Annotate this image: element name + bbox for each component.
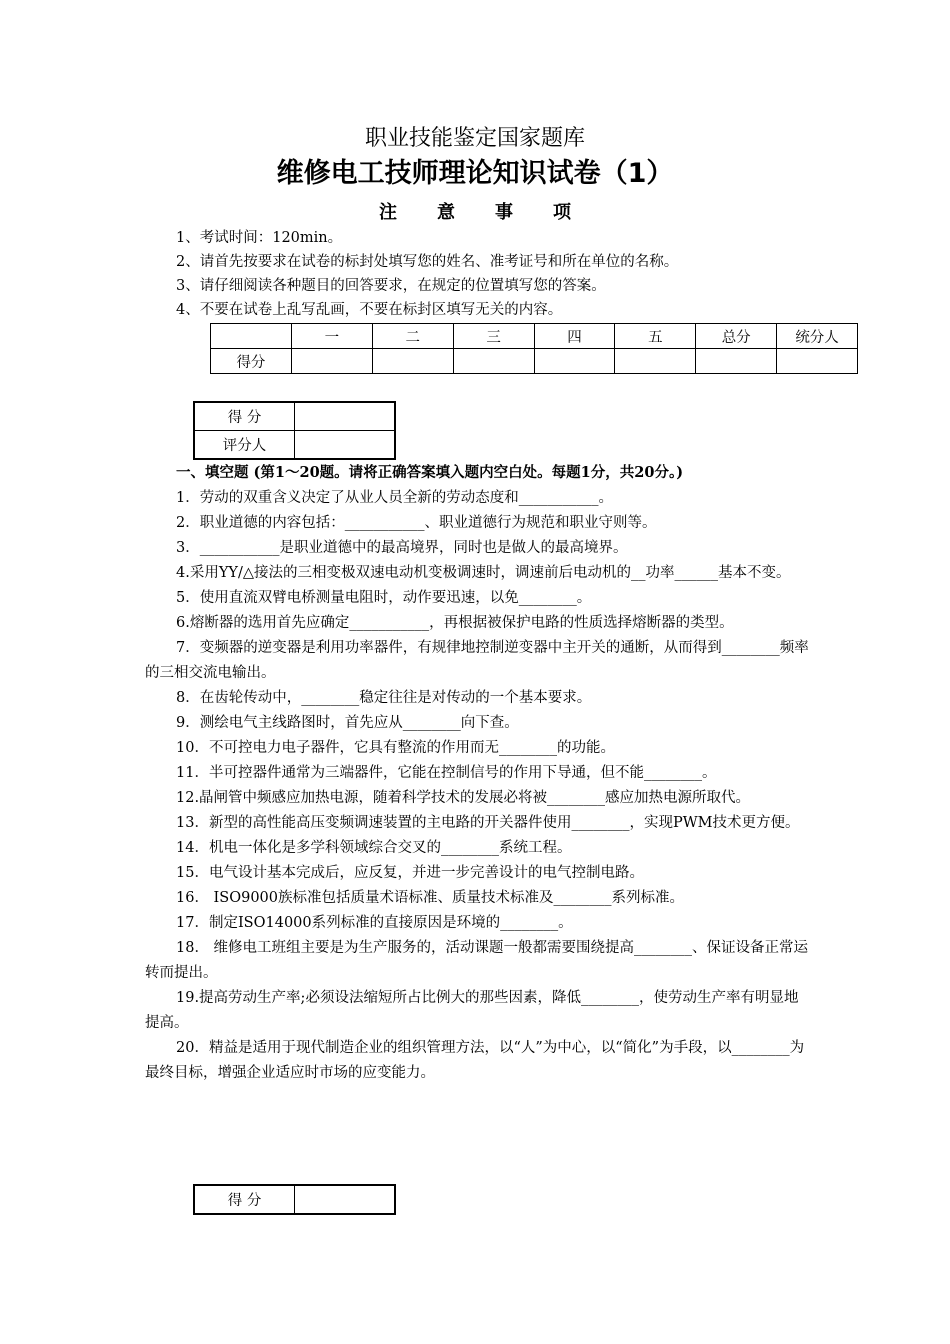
exam-title: 维修电工技师理论知识试卷（1） bbox=[276, 158, 674, 189]
question-item: 2．职业道德的内容包括：___________、职业道德行为规范和职业守则等。 bbox=[176, 515, 657, 531]
header-line1: 职业技能鉴定国家题库 bbox=[364, 126, 585, 151]
grader-box bbox=[193, 401, 396, 460]
score-table-header-row bbox=[211, 324, 858, 349]
score-cell[interactable] bbox=[696, 349, 777, 374]
score-header-cell: 二 bbox=[372, 324, 453, 349]
note-4: 4、不要在试卷上乱写乱画，不要在标封区填写无关的内容。 bbox=[176, 302, 563, 318]
question-item: 18． 维修电工班组主要是为生产服务的，活动课题一般都需要围绕提高________、保证设备正常运转而提出。 bbox=[145, 940, 809, 981]
question-item: 4.采用YY/△接法的三相变极双速电动机变极调速时，调速前后电动机的__功率______基本不变。 bbox=[176, 565, 791, 581]
question-item: 12.晶闸管中频感应加热电源，随着科学技术的发展必将被________感应加热电源所取代。 bbox=[176, 790, 751, 806]
score-header-cell: 一 bbox=[291, 324, 372, 349]
question-item: 3．___________是职业道德中的最高境界，同时也是做人的最高境界。 bbox=[176, 540, 628, 556]
score-label: 得 分 bbox=[194, 402, 295, 431]
question-item: 8．在齿轮传动中，________稳定往往是对传动的一个基本要求。 bbox=[176, 690, 592, 706]
score-cell[interactable] bbox=[534, 349, 615, 374]
score-row-label: 得分 bbox=[211, 349, 292, 374]
score-cell[interactable] bbox=[453, 349, 534, 374]
notes-heading: 注意事项 bbox=[379, 202, 611, 223]
question-item: 6.熔断器的选用首先应确定___________，再根据被保护电路的性质选择熔断器的类型。 bbox=[176, 615, 734, 631]
question-item: 7．变频器的逆变器是利用功率器件，有规律地控制逆变器中主开关的通断，从而得到________频率的三相交流电输出。 bbox=[145, 640, 809, 681]
score-table bbox=[210, 323, 858, 374]
question-item: 9．测绘电气主线路图时，首先应从________向下查。 bbox=[176, 715, 519, 731]
question-item: 11．半可控器件通常为三端器件，它能在控制信号的作用下导通，但不能________。 bbox=[176, 765, 717, 781]
question-list bbox=[145, 486, 810, 1086]
section2-score-box bbox=[193, 1184, 396, 1215]
score-cell[interactable] bbox=[372, 349, 453, 374]
question-item: 10．不可控电力电子器件，它具有整流的作用而无________的功能。 bbox=[176, 740, 615, 756]
note-1: 1、考试时间：120min。 bbox=[176, 230, 343, 246]
section-title: 一、填空题 (第1～20题。请将正确答案填入题内空白处。每题1分，共20分。) bbox=[176, 464, 684, 481]
score-cell[interactable] bbox=[615, 349, 696, 374]
question-item: 5．使用直流双臂电桥测量电阻时，动作要迅速，以免________。 bbox=[176, 590, 592, 606]
grader-entry[interactable] bbox=[295, 431, 395, 460]
question-item: 20．精益是适用于现代制造企业的组织管理方法，以“人”为中心，以“简化”为手段，以________为最终目标，增强企业适应时市场的应变能力。 bbox=[145, 1040, 805, 1081]
score-header-cell bbox=[211, 324, 292, 349]
question-item: 14．机电一体化是多学科领域综合交叉的________系统工程。 bbox=[176, 840, 572, 856]
question-item: 19.提高劳动生产率;必须设法缩短所占比例大的那些因素，降低________，使劳动生产率有明显地提高。 bbox=[145, 990, 799, 1031]
question-item: 13．新型的高性能高压变频调速装置的主电路的开关器件使用________，实现PWM技术更方便。 bbox=[176, 815, 800, 831]
question-item: 15．电气设计基本完成后，应反复，并进一步完善设计的电气控制电路。 bbox=[176, 865, 644, 881]
score-header-cell: 四 bbox=[534, 324, 615, 349]
score-header-cell: 五 bbox=[615, 324, 696, 349]
score-table-score-row bbox=[211, 349, 858, 374]
score-cell[interactable] bbox=[291, 349, 372, 374]
grader-label: 评分人 bbox=[194, 431, 295, 460]
question-item: 1．劳动的双重含义决定了从业人员全新的劳动态度和___________。 bbox=[176, 490, 613, 506]
question-item: 17．制定ISO14000系列标准的直接原因是环境的________。 bbox=[176, 915, 573, 931]
score-entry[interactable] bbox=[295, 1185, 395, 1214]
score-entry[interactable] bbox=[295, 402, 395, 431]
score-label: 得 分 bbox=[194, 1185, 295, 1214]
note-3: 3、请仔细阅读各种题目的回答要求，在规定的位置填写您的答案。 bbox=[176, 278, 606, 294]
question-item: 16． ISO9000族标准包括质量术语标准、质量技术标准及________系列标准。 bbox=[176, 890, 685, 906]
note-2: 2、请首先按要求在试卷的标封处填写您的姓名、准考证号和所在单位的名称。 bbox=[176, 254, 679, 270]
score-header-cell: 总分 bbox=[696, 324, 777, 349]
score-cell[interactable] bbox=[777, 349, 858, 374]
score-header-cell: 统分人 bbox=[777, 324, 858, 349]
score-header-cell: 三 bbox=[453, 324, 534, 349]
